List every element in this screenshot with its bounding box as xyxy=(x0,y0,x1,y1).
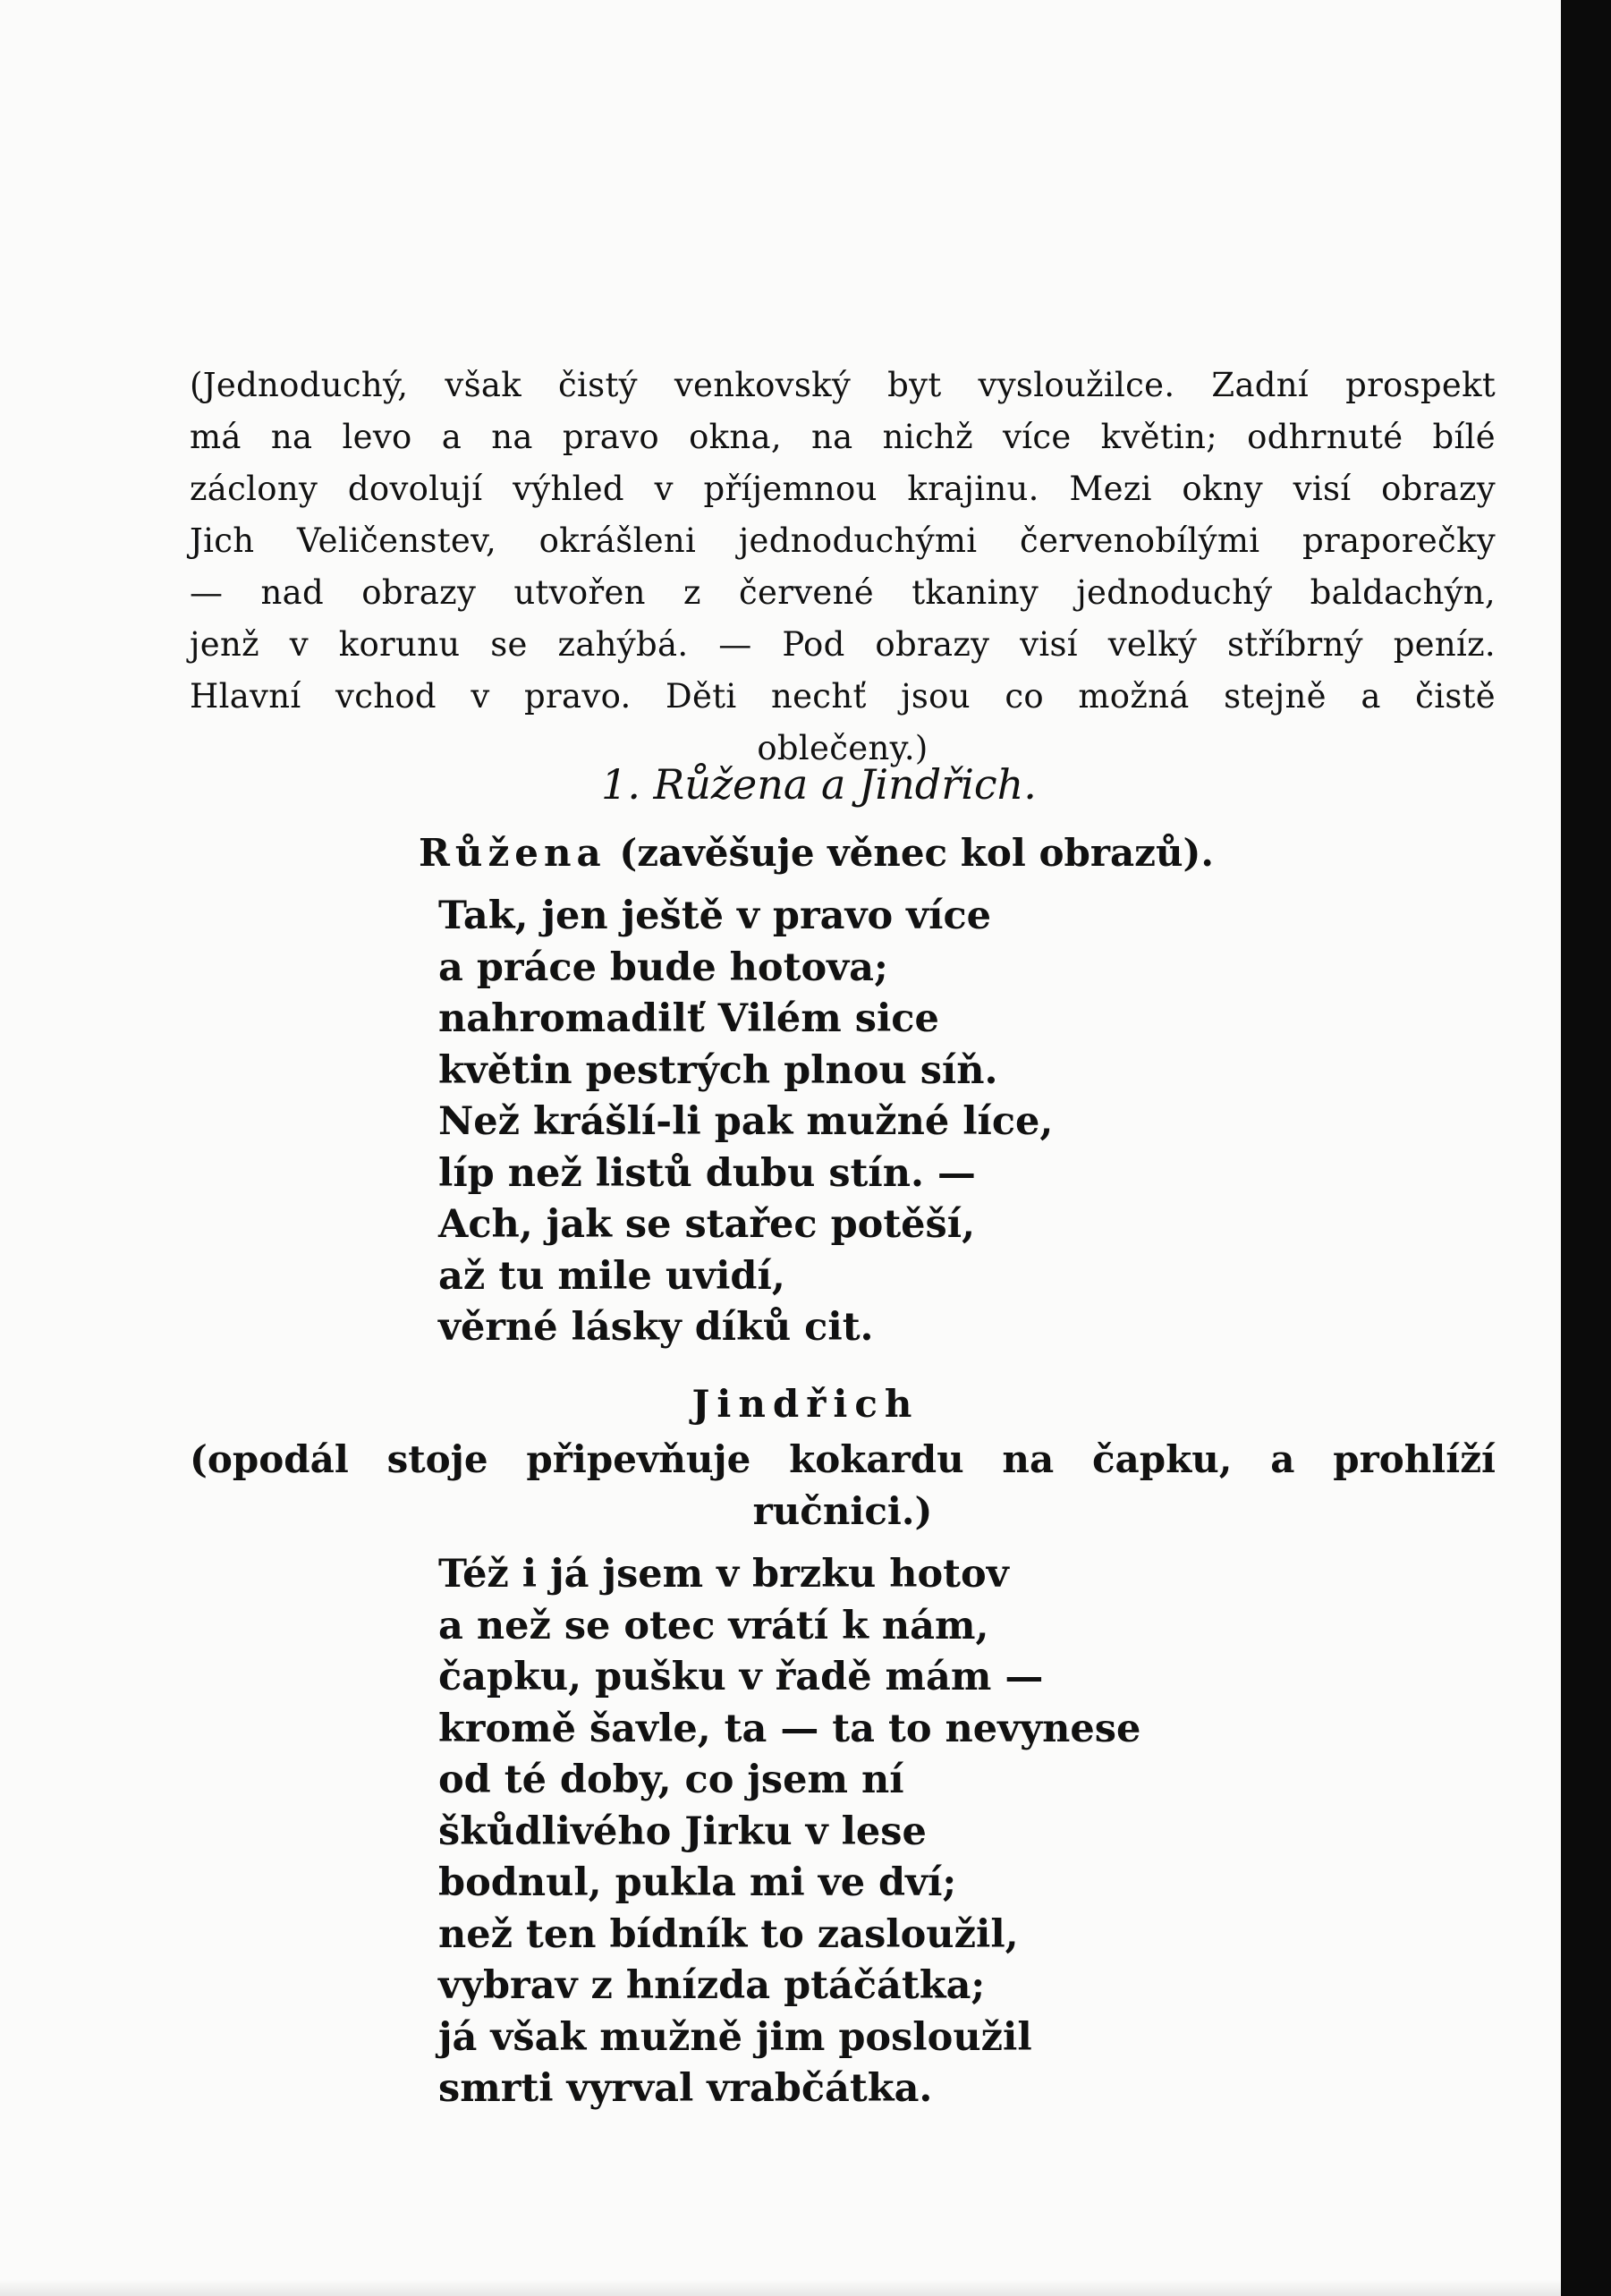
verse-line: líp než listů dubu stín. — xyxy=(438,1150,976,1196)
verse-line: až tu mile uvidí, xyxy=(438,1253,785,1299)
stage-direction-line: — nad obrazy utvořen z červené tkaniny jednoduchý baldachýn, xyxy=(190,573,1496,612)
verse-line: Ach, jak se stařec potěší, xyxy=(438,1202,976,1247)
stage-direction-line: oblečeny.) xyxy=(757,729,928,767)
speaker-direction xyxy=(190,1434,1496,1538)
verse-line: kromě šavle, ta — ta to nevynese xyxy=(438,1706,1141,1751)
direction-line: (opodál stoje připevňuje kokardu na čapku, a prohlíží xyxy=(190,1437,1496,1481)
direction-line: ručnici.) xyxy=(752,1489,933,1533)
verse-line: smrti vyrval vrabčátka. xyxy=(438,2066,933,2111)
verse-line: od té doby, co jsem ní xyxy=(438,1758,904,1802)
stage-direction-line: Jich Veličenstev, okrášleni jednoduchými červenobílými praporečky xyxy=(190,521,1496,560)
stage-direction-line: Hlavní vchod v pravo. Děti nechť jsou co možná stejně a čistě xyxy=(190,677,1496,716)
verse-line: nahromadilť Vilém sice xyxy=(438,996,939,1041)
page-edge-shadow xyxy=(0,2280,1561,2296)
verse-line: květin pestrých plnou síň. xyxy=(438,1047,998,1093)
verse-line: Tak, jen ještě v pravo více xyxy=(438,894,991,938)
verse-jindrich xyxy=(438,1549,1140,2115)
verse-line: škůdlivého Jirku v lese xyxy=(438,1809,927,1854)
stage-direction-line: jenž v korunu se zahýbá. — Pod obrazy visí velký stříbrný peníz. xyxy=(190,625,1496,664)
stage-direction-line: záclony dovolují výhled v příjemnou krajinu. Mezi okny visí obrazy xyxy=(190,470,1496,508)
stage-direction xyxy=(190,360,1496,775)
scan-border xyxy=(1561,0,1611,2296)
verse-line: bodnul, pukla mi ve dví; xyxy=(438,1860,957,1905)
verse-line: vybrav z hnízda ptáčátka; xyxy=(438,1963,986,2008)
stage-direction-line: (Jednoduchý, však čistý venkovský byt vysloužilce. Zadní prospekt xyxy=(190,366,1496,404)
verse-line: Též i já jsem v brzku hotov xyxy=(438,1552,1009,1597)
verse-line: já však mužně jim posloužil xyxy=(438,2014,1032,2060)
stage-direction-line: má na levo a na pravo okna, na nichž více květin; odhrnuté bílé xyxy=(190,418,1496,456)
verse-line: a práce bude hotova; xyxy=(438,945,888,990)
verse-line: Než krášlí-li pak mužné líce, xyxy=(438,1099,1054,1144)
verse-line: věrné lásky díků cit. xyxy=(438,1305,874,1350)
speaker-direction: (zavěšuje věnec kol obrazů). xyxy=(619,831,1215,875)
verse-line: než ten bídník to zasloužil, xyxy=(438,1911,1019,1957)
scene-title: 1. Růžena a Jindřich. xyxy=(601,760,1037,809)
speaker-name: Růžena xyxy=(419,831,606,875)
verse-line: čapku, pušku v řadě mám — xyxy=(438,1655,1044,1699)
speaker-ruzena xyxy=(419,825,1214,882)
verse-ruzena xyxy=(438,891,1053,1354)
verse-line: a než se otec vrátí k nám, xyxy=(438,1603,989,1648)
speaker-jindrich: Jindřich xyxy=(691,1382,920,1426)
